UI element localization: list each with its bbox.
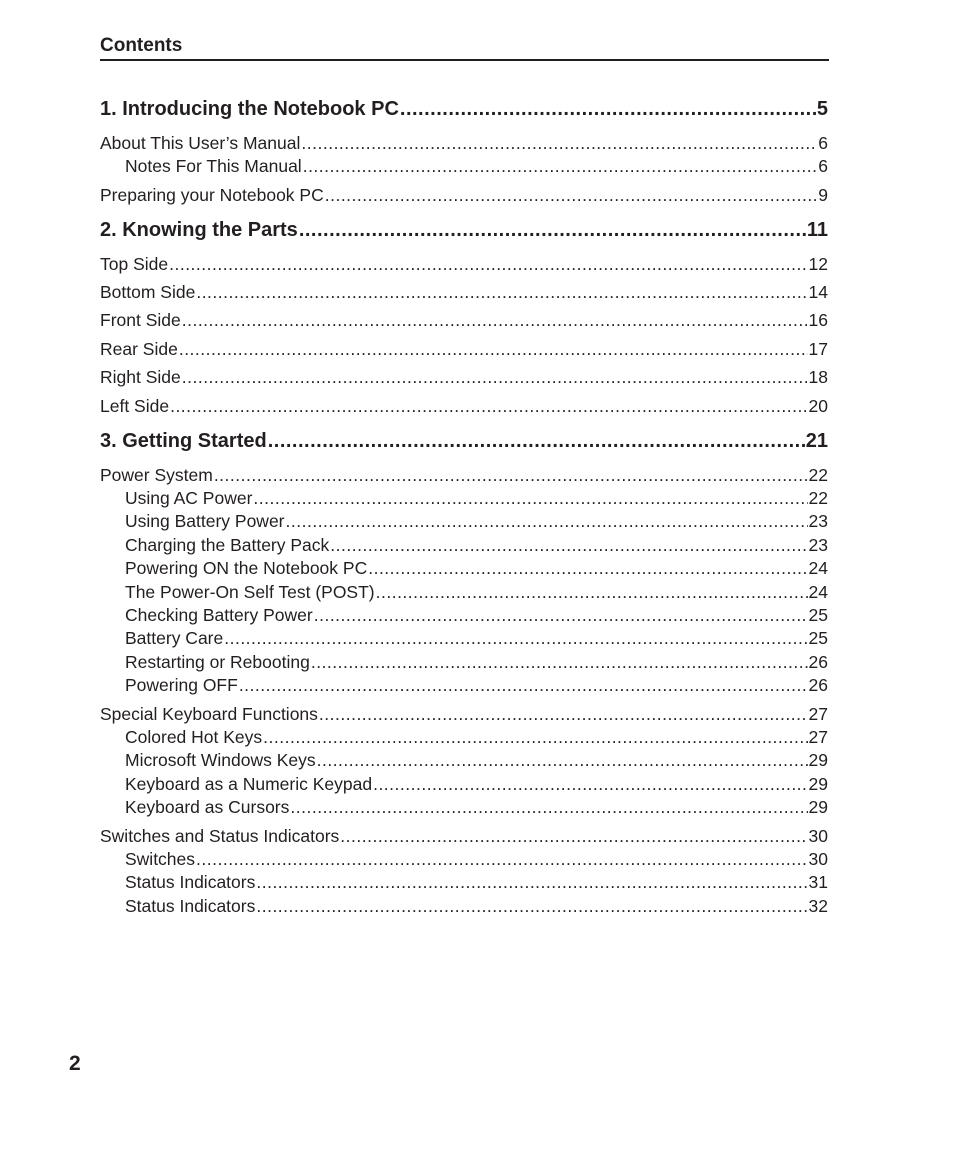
dot-leader [325,184,818,206]
dot-leader [179,338,808,360]
toc-page-number: 26 [808,652,828,672]
toc-entry-power-system[interactable] [100,464,828,486]
toc-entry-bottom-side[interactable] [100,281,828,303]
toc-entry-rear-side[interactable] [100,338,828,360]
toc-page-number: 12 [808,254,828,274]
page-title: Contents [100,35,183,56]
toc-entry-post[interactable] [125,581,828,603]
toc-label: Keyboard as Cursors [125,797,290,817]
toc-entry-checking-battery[interactable] [125,604,828,626]
toc-label: Status Indicators [125,872,256,892]
toc-label: Top Side [100,254,169,274]
dot-leader [319,703,808,725]
toc-label: Left Side [100,396,170,416]
toc-page-number: 31 [808,872,828,892]
toc-entry-status-indicators-1[interactable] [125,871,828,893]
toc-label: Rear Side [100,339,178,359]
toc-entry-notes-manual[interactable] [125,155,828,177]
dot-leader [256,895,807,917]
toc-page-number: 22 [808,488,828,508]
dot-leader [170,395,807,417]
toc-label: Status Indicators [125,896,256,916]
toc-page-number: 29 [808,797,828,817]
toc-label: Notes For This Manual [125,156,302,176]
toc-label: Powering ON the Notebook PC [125,558,368,578]
dot-leader [169,253,807,275]
toc-label: 1. Introducing the Notebook PC [100,98,399,120]
dot-leader [301,132,817,154]
toc-page-number: 6 [818,156,828,176]
dot-leader [182,366,808,388]
toc-page-number: 17 [808,339,828,359]
toc-page-number: 23 [808,535,828,555]
toc-page-number: 29 [808,774,828,794]
dot-leader [239,674,808,696]
dot-leader [368,557,807,579]
toc-entry-powering-off[interactable] [125,674,828,696]
dot-leader [299,217,806,243]
toc-entry-charging-battery[interactable] [125,534,828,556]
toc-label: 2. Knowing the Parts [100,219,298,241]
toc-label: Powering OFF [125,675,238,695]
toc-label: Front Side [100,310,181,330]
toc-entry-preparing[interactable] [100,184,828,206]
toc-label: Using Battery Power [125,511,285,531]
toc-label: Restarting or Rebooting [125,652,310,672]
toc-label: Right Side [100,367,181,387]
toc-page-number: 22 [808,465,828,485]
toc-label: The Power-On Self Test (POST) [125,582,375,602]
toc-page-number: 30 [808,826,828,846]
toc-page-number: 6 [818,133,828,153]
dot-leader [317,749,808,771]
toc-label: Battery Care [125,628,224,648]
toc-page-number: 27 [808,727,828,747]
toc-entry-top-side[interactable] [100,253,828,275]
dot-leader [290,796,807,818]
toc-entry-left-side[interactable] [100,395,828,417]
title-divider [100,59,829,61]
toc-entry-battery-care[interactable] [125,627,828,649]
dot-leader [303,155,818,177]
toc-chapter-3[interactable] [100,428,828,454]
toc-page-number: 16 [808,310,828,330]
dot-leader [182,309,808,331]
toc-label: Colored Hot Keys [125,727,263,747]
dot-leader [214,464,808,486]
toc-page-number: 14 [808,282,828,302]
toc-label: Charging the Battery Pack [125,535,330,555]
toc-label: Switches [125,849,196,869]
dot-leader [196,848,808,870]
dot-leader [400,96,816,122]
toc-page-number: 20 [808,396,828,416]
toc-label: About This User’s Manual [100,133,301,153]
toc-label: Bottom Side [100,282,196,302]
dot-leader [263,726,807,748]
toc-label: Using AC Power [125,488,253,508]
dot-leader [253,487,807,509]
toc-page-number: 30 [808,849,828,869]
toc-entry-switches[interactable] [125,848,828,870]
toc-entry-numeric-keypad[interactable] [125,773,828,795]
toc-entry-battery-power[interactable] [125,510,828,532]
toc-page-number: 11 [806,219,828,241]
toc-entry-front-side[interactable] [100,309,828,331]
toc-page-number: 32 [808,896,828,916]
toc-entry-windows-keys[interactable] [125,749,828,771]
toc-entry-switches-indicators[interactable] [100,825,828,847]
dot-leader [340,825,807,847]
toc-entry-about-manual[interactable] [100,132,828,154]
toc-label: Special Keyboard Functions [100,704,318,724]
toc-page-number: 18 [808,367,828,387]
toc-page-number: 25 [808,628,828,648]
toc-page-number: 5 [816,98,828,120]
toc-label: 3. Getting Started [100,430,267,452]
dot-leader [268,428,805,454]
toc-label: Checking Battery Power [125,605,313,625]
toc-entry-ac-power[interactable] [125,487,828,509]
toc-entry-right-side[interactable] [100,366,828,388]
toc-page-number: 27 [808,704,828,724]
toc-entry-keyboard-cursors[interactable] [125,796,828,818]
dot-leader [311,651,808,673]
dot-leader [373,773,807,795]
dot-leader [330,534,807,556]
toc-page-number: 9 [818,185,828,205]
toc-label: Preparing your Notebook PC [100,185,324,205]
toc-page-number: 29 [808,750,828,770]
toc-chapter-2[interactable] [100,217,828,243]
dot-leader [286,510,808,532]
dot-leader [376,581,808,603]
toc-page-number: 25 [808,605,828,625]
toc-label: Power System [100,465,213,485]
dot-leader [224,627,807,649]
toc-page-number: 26 [808,675,828,695]
toc-page-number: 21 [805,430,828,452]
page-number: 2 [69,1052,81,1075]
toc-page-number: 24 [808,582,828,602]
dot-leader [256,871,807,893]
toc-label: Keyboard as a Numeric Keypad [125,774,373,794]
toc-label: Microsoft Windows Keys [125,750,316,770]
dot-leader [314,604,808,626]
toc-entry-colored-hot-keys[interactable] [125,726,828,748]
toc-chapter-1[interactable] [100,96,828,122]
toc-label: Switches and Status Indicators [100,826,340,846]
toc-entry-powering-on[interactable] [125,557,828,579]
toc-page-number: 24 [808,558,828,578]
toc-entry-status-indicators-2[interactable] [125,895,828,917]
toc-page-number: 23 [808,511,828,531]
toc-entry-restarting[interactable] [125,651,828,673]
toc-entry-special-keyboard[interactable] [100,703,828,725]
dot-leader [196,281,807,303]
